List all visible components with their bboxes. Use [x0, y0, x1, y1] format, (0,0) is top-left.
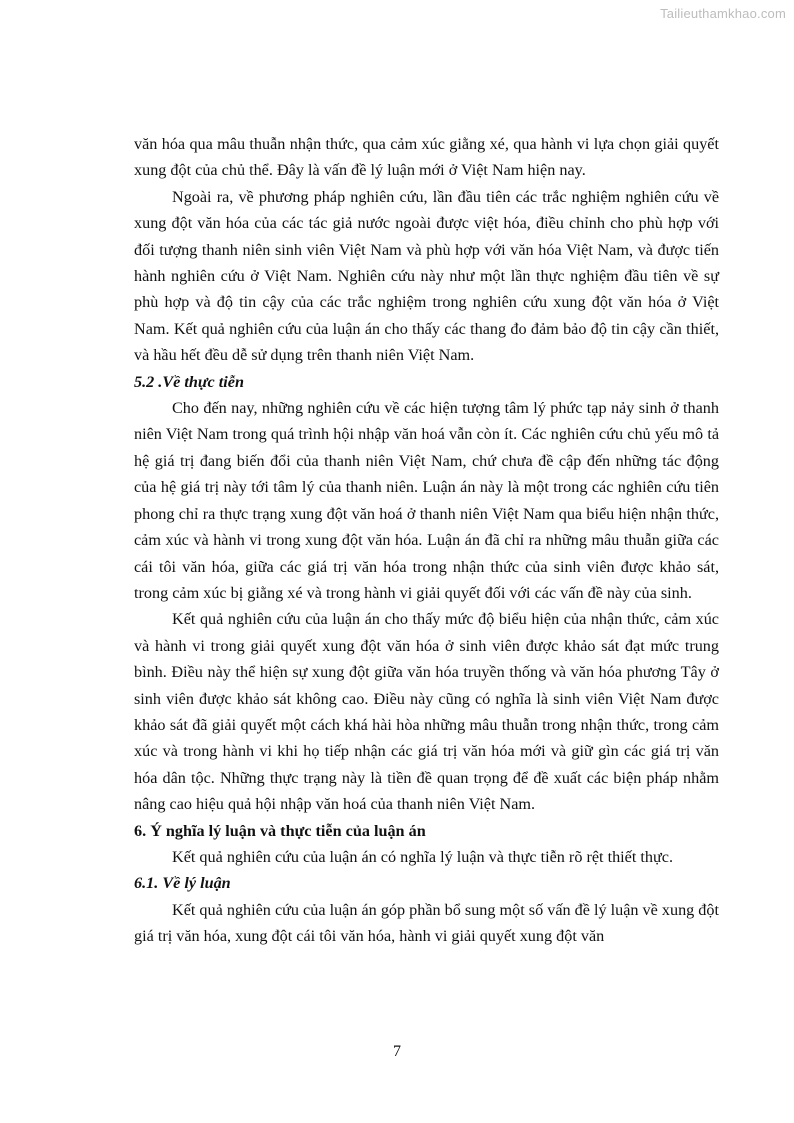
page-number: 7 — [393, 1043, 401, 1060]
section-heading: 5.2 .Về thực tiễn — [134, 372, 244, 391]
section-heading: 6. Ý nghĩa lý luận và thực tiễn của luận án — [134, 821, 426, 840]
paragraph: Cho đến nay, những nghiên cứu về các hiện tượng tâm lý phức tạp nảy sinh ở thanh niên Việt Nam trong quá trình hội nhập văn hoá vẫn còn ít. Các nghiên cứu chủ yếu mô tả hệ giá trị đang biến đổi của thanh niên Việt Nam, chứ chưa đề cập đến những tác động của hệ giá trị này tới tâm lý của thanh niên. Luận án này là một trong các nghiên cứu tiên phong chỉ ra thực trạng xung đột văn hoá ở thanh niên Việt Nam qua biểu hiện nhận thức, cảm xúc và hành vi trong xung đột văn hóa. Luận án đã chỉ ra những mâu thuẫn giữa các cái tôi văn hóa, giữa các giá trị văn hóa trong nhận thức của sinh viên được khảo sát, trong cảm xúc bị giằng xé và trong hành vi giải quyết đối với các vấn đề này của sinh. — [134, 399, 719, 602]
paragraph: Kết quả nghiên cứu của luận án cho thấy mức độ biểu hiện của nhận thức, cảm xúc và hành vi trong giải quyết xung đột văn hóa ở sinh viên được khảo sát đạt mức trung bình. Điều này thể hiện sự xung đột giữa văn hóa truyền thống và văn hóa phương Tây ở sinh viên được khảo sát không cao. Điều này cũng có nghĩa là sinh viên Việt Nam được khảo sát đã giải quyết một cách khá hài hòa những mâu thuẫn trong nhận thức, trong cảm xúc và trong hành vi khi họ tiếp nhận các giá trị văn hóa mới và giữ gìn các giá trị văn hóa dân tộc. Những thực trạng này là tiền đề quan trọng để đề xuất các biện pháp nhằm nâng cao hiệu quả hội nhập văn hoá của thanh niên Việt Nam. — [134, 610, 719, 814]
section-heading: 6.1. Về lý luận — [134, 874, 231, 893]
paragraph: Kết quả nghiên cứu của luận án có nghĩa lý luận và thực tiễn rõ rệt thiết thực. — [172, 847, 673, 866]
paragraph: Ngoài ra, về phương pháp nghiên cứu, lần đầu tiên các trắc nghiệm nghiên cứu về xung đột văn hóa của các tác giả nước ngoài được việt hóa, điều chỉnh cho phù hợp với đối tượng thanh niên sinh viên Việt Nam và phù hợp với văn hóa Việt Nam, và được tiến hành nghiên cứu ở Việt Nam. Nghiên cứu này như một lần thực nghiệm đầu tiên về sự phù hợp và độ tin cậy của các trắc nghiệm trong nghiên cứu xung đột văn hóa ở Việt Nam. Kết quả nghiên cứu của luận án cho thấy các thang đo đảm bảo độ tin cậy cần thiết, và hầu hết đều dễ sử dụng trên thanh niên Việt Nam. — [134, 187, 719, 365]
paragraph: văn hóa qua mâu thuẫn nhận thức, qua cảm xúc giằng xé, qua hành vi lựa chọn giải quyết xung đột của chủ thể. Đây là vấn đề lý luận mới ở Việt Nam hiện nay. — [134, 135, 719, 180]
paragraph: Kết quả nghiên cứu của luận án góp phần bổ sung một số vấn đề lý luận về xung đột giá trị văn hóa, xung đột cái tôi văn hóa, hành vi giải quyết xung đột văn — [134, 900, 719, 946]
document-body — [134, 131, 719, 950]
watermark-text: Tailieuthamkhao.com — [660, 6, 786, 21]
